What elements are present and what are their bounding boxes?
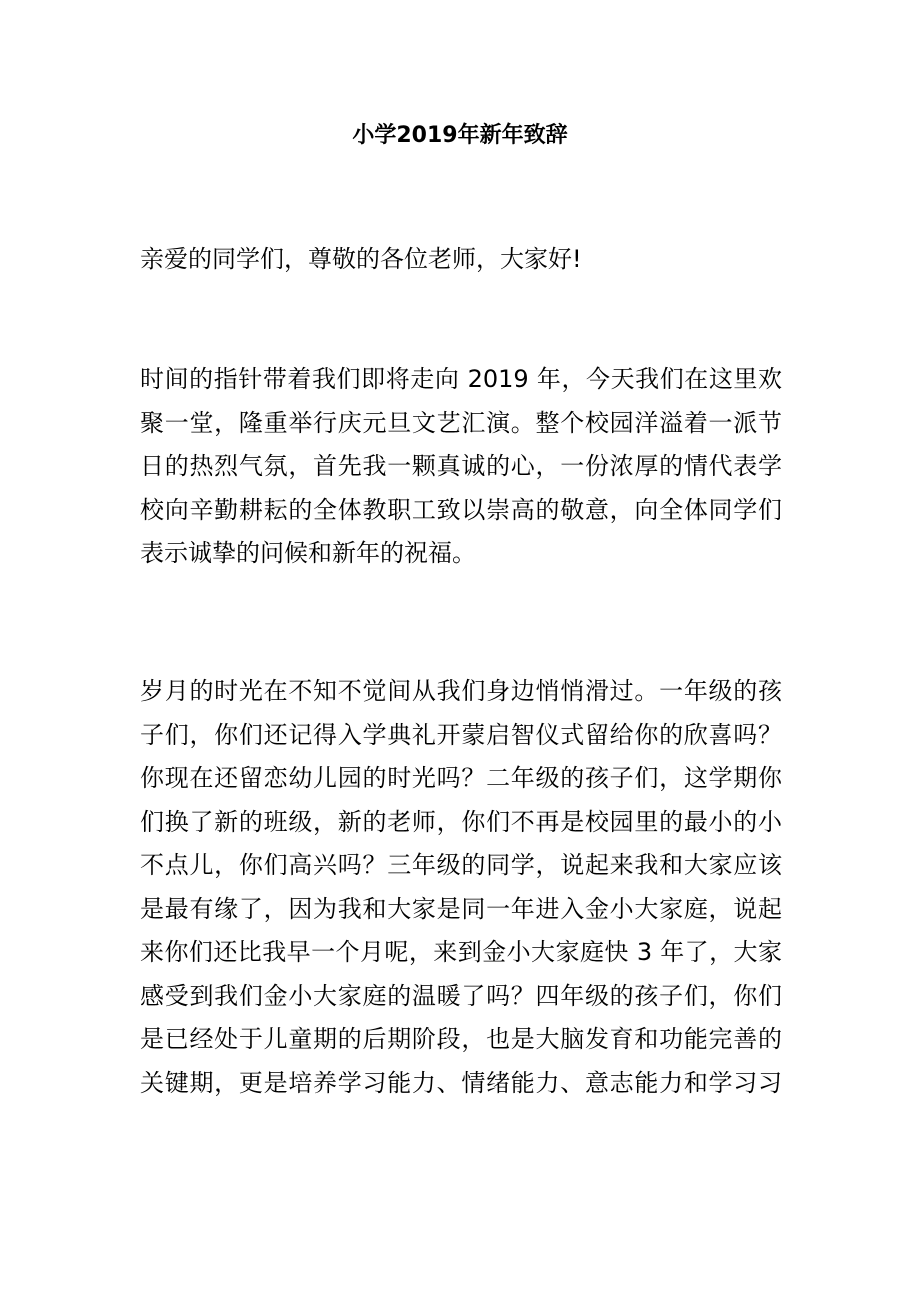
paragraph-1 xyxy=(140,358,782,576)
greeting-paragraph xyxy=(140,238,782,282)
paragraph-2-line: 不点儿，你们高兴吗？三年级的同学，说起来我和大家应该 xyxy=(140,851,782,879)
paragraph-2-line: 子们，你们还记得入学典礼开蒙启智仪式留给你的欣喜吗？ xyxy=(140,720,782,749)
paragraph-2-line: 们换了新的班级，新的老师，你们不再是校园里的最小的小 xyxy=(140,807,782,836)
paragraph-2-line: 是已经处于儿童期的后期阶段，也是大脑发育和功能完善的 xyxy=(140,1025,782,1053)
paragraph-1-line: 聚一堂，隆重举行庆元旦文艺汇演。整个校园洋溢着一派节 xyxy=(140,408,782,437)
paragraph-2-line: 关键期，更是培养学习能力、情绪能力、意志能力和学习习 xyxy=(140,1068,782,1097)
greeting-line: 亲爱的同学们，尊敬的各位老师，大家好! xyxy=(140,245,582,273)
paragraph-2-line: 你现在还留恋幼儿园的时光吗？二年级的孩子们，这学期你 xyxy=(140,764,782,792)
paragraph-1-line: 时间的指针带着我们即将走向 2019 年，今天我们在这里欢 xyxy=(140,365,782,393)
page-title: 小学2019年新年致辞 xyxy=(352,123,568,148)
paragraph-1-line: 校向辛勤耕耘的全体教职工致以崇高的敬意，向全体同学们 xyxy=(140,495,782,524)
paragraph-2-line: 岁月的时光在不知不觉间从我们身边悄悄滑过。一年级的孩 xyxy=(140,677,782,705)
paragraph-2-line: 来你们还比我早一个月呢，来到金小大家庭快 3 年了，大家 xyxy=(140,938,782,966)
paragraph-2-line: 感受到我们金小大家庭的温暖了吗？四年级的孩子们，你们 xyxy=(140,981,782,1010)
paragraph-2-line: 是最有缘了，因为我和大家是同一年进入金小大家庭，说起 xyxy=(140,894,782,923)
paragraph-1-line: 表示诚挚的问候和新年的祝福。 xyxy=(140,539,476,567)
paragraph-1-line: 日的热烈气氛，首先我一颗真诚的心，一份浓厚的情代表学 xyxy=(140,452,782,480)
paragraph-2 xyxy=(140,670,782,1105)
